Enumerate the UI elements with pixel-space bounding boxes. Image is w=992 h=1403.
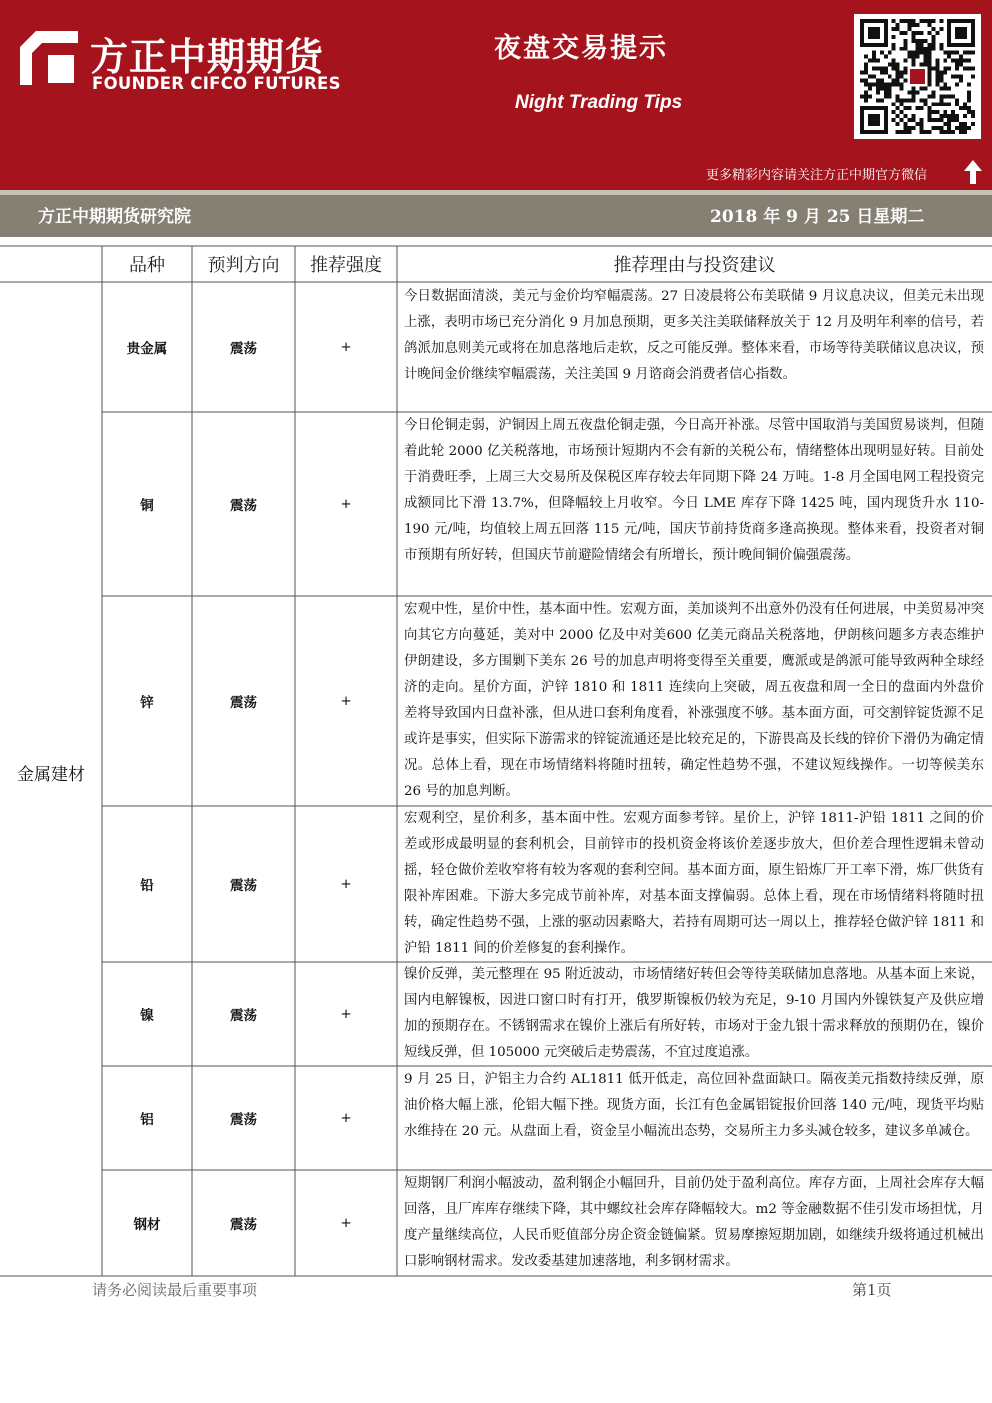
logo-chinese-name: 方正中期期货 [90, 35, 325, 79]
sector-label: 金属建材 [17, 765, 85, 785]
logo-english-name: FOUNDER CIFCO FUTURES [92, 74, 341, 93]
row-reason: 9 月 25 日，沪铝主力合约 AL1811 低开低走，高位回补盘面缺口。隔夜美元指数持续反弹，原油价格大幅上涨，伦铝大幅下挫。现货方面，长江有色金属铝锭报价回落 140 元/吨，现货平均贴水维持在 20 元。从盘面上看，资金呈小幅流出态势，交易所主力多头减仓较多，建议多单减仓。 [404, 1072, 984, 1139]
header-variety: 品种 [129, 255, 165, 276]
header-direction: 预判方向 [207, 255, 280, 276]
report-date: 2018 年 9 月 25 日星期二 [710, 207, 925, 227]
header-reason: 推荐理由与投资建议 [613, 255, 776, 276]
row-variety: 铅 [140, 878, 154, 894]
row-direction: 震荡 [230, 1112, 257, 1128]
arrow-up-icon [964, 160, 982, 184]
row-strength: + [340, 1110, 352, 1126]
page-subtitle: Night Trading Tips [515, 92, 683, 113]
row-strength: + [340, 693, 352, 709]
footer-notice: 请务必阅读最后重要事项 [92, 1281, 258, 1299]
row-reason: 宏观利空，星价利多，基本面中性。宏观方面参考锌。星价上，沪锌 1811-沪铅 1811 之间的价差或形成最明显的套利机会，目前锌市的投机资金将该价差逐步放大，但价差合理性逻辑未曾动摇，轻仓做价差收窄将有较为客观的套利空间。基本面方面，原生铅炼厂开工率下滑，炼厂供货有限补库困难。下游大多完成节前补库，对基本面支撑偏弱。总体上看，现在市场情绪料将随时扭转，确定性趋势不强，上涨的驱动因素略大，若持有周期可达一周以上，推荐轻仓做沪锌 1811 和沪铅 1811 间的价差修复的套利操作。 [404, 811, 984, 956]
row-reason: 今日伦铜走弱，沪铜因上周五夜盘伦铜走强，今日高开补涨。尽管中国取消与美国贸易谈判，但随着此轮 2000 亿关税落地，市场预计短期内不会有新的关税公布，情绪整体出现明显好转。目前处于消费旺季，上周三大交易所及保税区库存较去年同期下降 24 万吨。1-8 月全国电网工程投资完成额同比下滑 13.7%，但降幅较上月收窄。今日 LME 库存下降 1425 吨，国内现货升水 110-190 元/吨，均值较上周五回落 115 元/吨，国庆节前持货商多逢高换现。整体来看，投资者对铜市预期有所好转，但国庆节前避险情绪会有所增长，预计晚间铜价偏强震荡。 [404, 418, 984, 563]
row-reason: 宏观中性，星价中性，基本面中性。宏观方面，美加谈判不出意外仍没有任何进展，中美贸易冲突向其它方向蔓延，美对中 2000 亿及中对美600 亿美元商品关税落地，伊朗核问题多方表态维护伊朗建设，多方围剿下美东 26 号的加息声明将变得至关重要，鹰派或是鸽派可能导致两种全球经济的走向。星价方面，沪锌 1810 和 1811 连续向上突破，周五夜盘和周一全日的盘面内外盘价差将导致国内日盘补涨，但从进口套利角度看，补涨强度不够。基本面方面，可交割锌锭货源不足或许是事实，但实际下游需求的锌锭流通还是比较充足的，下游畏高及长线的锌价下滑仍为确定情况。总体上看，现在市场情绪料将随时扭转，确定性趋势不强，不建议短线操作。一切等候美东 26 号的加息判断。 [404, 602, 984, 799]
row-reason: 镍价反弹，美元整理在 95 附近波动，市场情绪好转但会等待美联储加息落地。从基本面上来说，国内电解镍板，因进口窗口时有打开，俄罗斯镍板仍较为充足，9-10 月国内外镍铁复产及供应增加的预期存在。不锈钢需求在镍价上涨后有所好转，市场对于金九银十需求释放的预期仍在，镍价短线反弹，但 105000 元突破后走势震荡，不宜过度追涨。 [404, 967, 984, 1060]
header-strength: 推荐强度 [310, 255, 382, 276]
row-direction: 震荡 [230, 1008, 257, 1024]
row-variety: 铜 [140, 498, 154, 514]
institute-name: 方正中期期货研究院 [38, 207, 191, 227]
row-strength: + [340, 1006, 352, 1022]
row-strength: + [340, 1215, 352, 1231]
row-strength: + [340, 339, 352, 355]
row-direction: 震荡 [230, 695, 257, 711]
founder-logo-icon [18, 27, 80, 89]
page-title: 夜盘交易提示 [494, 33, 668, 64]
row-variety: 镍 [140, 1008, 154, 1024]
row-variety: 贵金属 [126, 341, 168, 357]
qr-code-icon [854, 14, 981, 139]
row-reason: 短期钢厂利润小幅波动，盈利钢企小幅回升，目前仍处于盈利高位。库存方面，上周社会库存大幅回落，且厂库库存继续下降，其中螺纹社会库存降幅较大。m2 等金融数据不佳引发市场担忧，月度产量继续高位，人民币贬值部分房企资金链偏紧。贸易摩擦短期加剧，如继续升级将通过机械出口影响钢材需求。发改委基建加速落地，利多钢材需求。 [404, 1176, 984, 1269]
page-number: 第1页 [852, 1281, 892, 1299]
follow-wechat-text: 更多精彩内容请关注方正中期官方微信 [706, 168, 928, 183]
row-direction: 震荡 [230, 498, 257, 514]
row-direction: 震荡 [230, 1217, 257, 1233]
row-strength: + [340, 496, 352, 512]
row-reason: 今日数据面清淡，美元与金价均窄幅震荡。27 日凌晨将公布美联储 9 月议息决议，但美元未出现上涨，表明市场已充分消化 9 月加息预期，更多关注美联储释放关于 12 月及明年利率的信号，若鸽派加息则美元或将在加息落地后走软，反之可能反弹。整体来看，市场等待美联储议息决议，预计晚间金价继续窄幅震荡，关注美国 9 月谘商会消费者信心指数。 [404, 289, 984, 382]
row-variety: 锌 [140, 695, 154, 711]
row-variety: 钢材 [133, 1217, 161, 1233]
row-variety: 铝 [140, 1112, 154, 1128]
row-direction: 震荡 [230, 878, 257, 894]
row-direction: 震荡 [230, 341, 257, 357]
row-strength: + [340, 876, 352, 892]
